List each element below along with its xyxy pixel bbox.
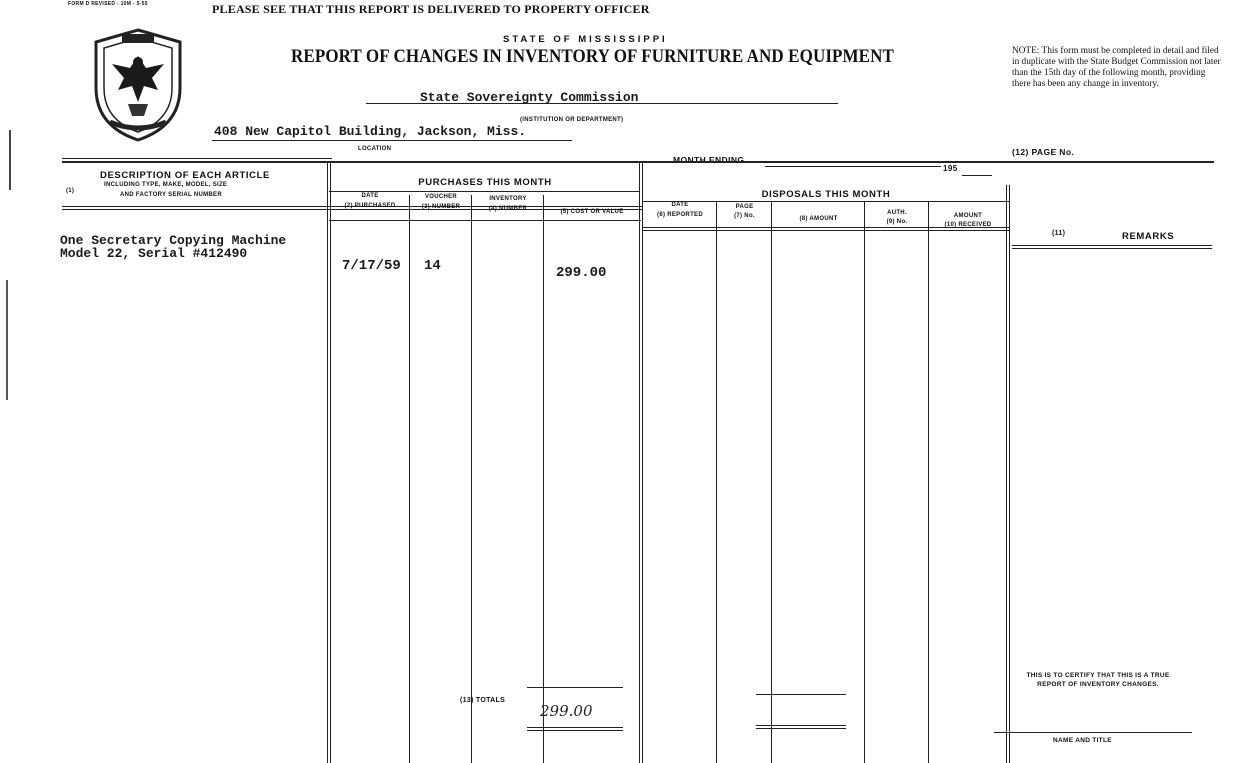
scan-edge-mark <box>9 130 11 190</box>
entry-date-purchased: 7/17/59 <box>342 258 401 274</box>
entry-cost: 299.00 <box>556 265 607 281</box>
col5-header: (5) COST OR VALUE <box>560 209 624 215</box>
report-title: REPORT OF CHANGES IN INVENTORY OF FURNITURE AND EQUIPMENT <box>291 47 894 67</box>
disposals-group-header: DISPOSALS THIS MONTH <box>761 189 891 200</box>
col4-bottom: (4) NUMBER <box>488 206 528 212</box>
col2-top: DATE <box>361 193 379 199</box>
state-heading: STATE OF MISSISSIPPI <box>503 34 668 45</box>
entry-description-line2: Model 22, Serial #412490 <box>60 246 248 261</box>
location-value: 408 New Capitol Building, Jackson, Miss. <box>214 124 527 139</box>
col1-number: (1) <box>66 188 75 194</box>
page-number-label: (12) PAGE No. <box>1012 147 1075 157</box>
col10-bottom: (10) RECEIVED <box>944 222 992 228</box>
scan-edge-mark <box>6 280 8 400</box>
col9-bottom: (9) No. <box>886 219 908 225</box>
col10-top: AMOUNT <box>953 213 983 219</box>
col7-bottom: (7) No. <box>734 213 755 219</box>
entry-description-line1: One Secretary Copying Machine <box>60 233 287 248</box>
col1-sub1: INCLUDING TYPE, MAKE, MODEL, SIZE <box>104 182 228 188</box>
col6-bottom: (6) REPORTED <box>657 212 703 218</box>
col4-top: INVENTORY <box>489 196 527 202</box>
col7-top: PAGE <box>735 204 754 210</box>
col1-title: DESCRIPTION OF EACH ARTICLE <box>100 170 270 181</box>
col2-bottom: (2) PURCHASED <box>344 203 396 209</box>
state-seal-icon <box>88 26 188 144</box>
col9-top: AUTH. <box>887 210 907 216</box>
totals-value: 299.00 <box>540 702 593 720</box>
col11-number: (11) <box>1052 230 1066 237</box>
col3-top: VOUCHER <box>424 194 458 200</box>
year-prefix: 195 <box>943 164 958 173</box>
purchases-group-header: PURCHASES THIS MONTH <box>418 177 552 188</box>
month-ending-label: MONTH ENDING <box>673 155 745 165</box>
col1-sub2: AND FACTORY SERIAL NUMBER <box>120 192 222 198</box>
filing-note: NOTE: This form must be completed in detail and filed in duplicate with the State Budget Commission not later than the 15th day of the following month, providing there has been any change in inventory. <box>1012 46 1221 89</box>
col3-bottom: (3) NUMBER <box>421 204 461 210</box>
entry-voucher-number: 14 <box>424 258 441 274</box>
location-caption: LOCATION <box>358 146 392 152</box>
institution-caption: (INSTITUTION OR DEPARTMENT) <box>520 117 624 123</box>
signature-caption: NAME AND TITLE <box>1053 737 1112 744</box>
col6-top: DATE <box>671 202 689 208</box>
remarks-header: REMARKS <box>1122 231 1175 242</box>
col8-header: (8) AMOUNT <box>799 216 838 222</box>
institution-value: State Sovereignty Commission <box>420 90 639 105</box>
totals-label: (13) TOTALS <box>460 697 506 704</box>
certify-statement: THIS IS TO CERTIFY THAT THIS IS A TRUE REPORT OF INVENTORY CHANGES. <box>1026 672 1170 688</box>
form-code: FORM D REVISED - 10M - 5-55 <box>68 1 148 7</box>
delivery-notice: PLEASE SEE THAT THIS REPORT IS DELIVERED TO PROPERTY OFFICER <box>212 2 650 16</box>
